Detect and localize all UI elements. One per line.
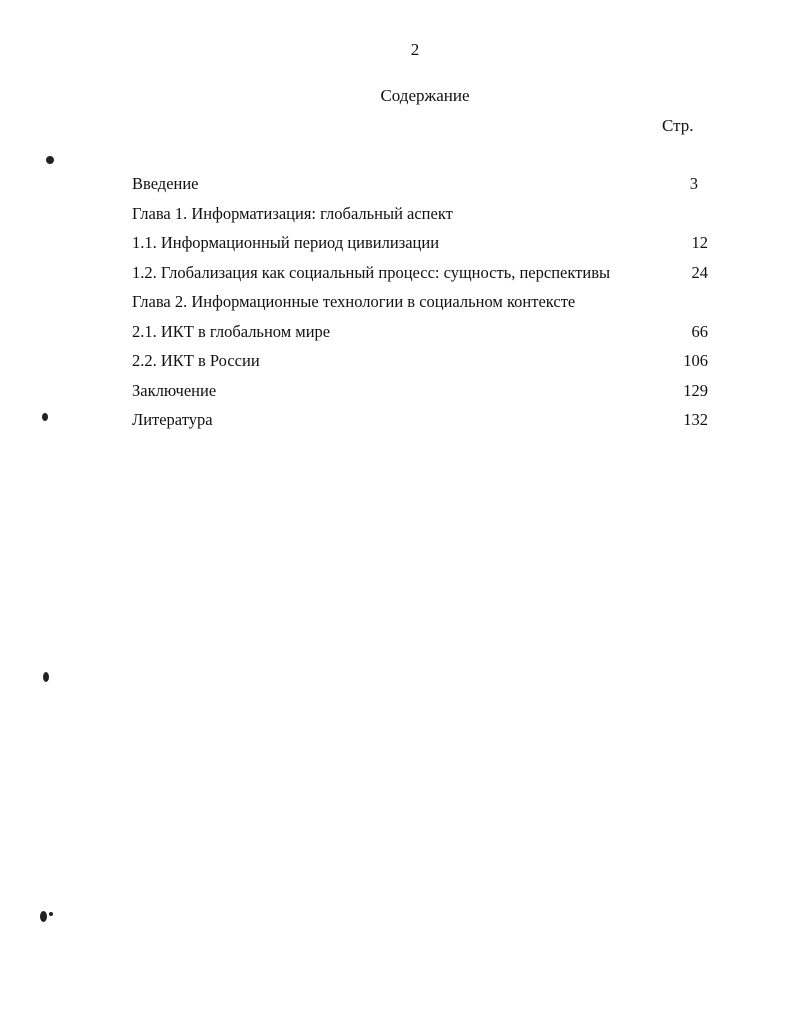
toc-entry: [132, 202, 708, 232]
page-number: 2: [410, 40, 420, 59]
toc-entry-title: Литература: [132, 410, 213, 429]
toc-entry-page: 129: [683, 380, 708, 400]
scan-speck: [43, 672, 49, 682]
toc-entry-page: 132: [683, 410, 708, 429]
toc-entry-title: 2.1. ИКТ в глобальном мире: [132, 321, 331, 341]
toc-entry-page: 66: [691, 321, 708, 341]
toc-entry: [132, 261, 708, 291]
toc-entry: [132, 231, 708, 261]
pages-column-header: Стр.: [662, 116, 694, 135]
toc-entry-title: Глава 2. Информационные технологии в социальном контексте: [132, 292, 576, 311]
toc-entry: [132, 320, 708, 350]
toc-entry-title: 1.1. Информационный период цивилизации: [132, 233, 440, 252]
toc-entry: [132, 349, 708, 379]
scan-speck: [42, 413, 48, 421]
toc-entry-title: Введение: [132, 174, 199, 193]
toc-entry-title: Глава 1. Информатизация: глобальный аспект: [132, 203, 453, 223]
scan-speck: [49, 912, 53, 916]
toc-entry-page: 106: [683, 351, 708, 370]
toc-entry: [132, 408, 708, 438]
toc-entry-title: Заключение: [132, 380, 217, 400]
toc-entry: [132, 290, 708, 320]
toc-entry-page: 24: [691, 262, 708, 282]
scan-speck: [46, 156, 54, 164]
table-of-contents: [132, 172, 708, 438]
toc-entry-page: 12: [691, 233, 708, 252]
toc-entry-title: 1.2. Глобализация как социальный процесс: сущность, перспективы: [132, 262, 611, 282]
scan-speck: [40, 911, 47, 922]
toc-title: Содержание: [380, 86, 470, 105]
toc-entry: [132, 379, 708, 409]
toc-entry-title: 2.2. ИКТ в России: [132, 351, 260, 370]
toc-entry-page: 3: [689, 174, 698, 193]
toc-entry: [132, 172, 708, 202]
